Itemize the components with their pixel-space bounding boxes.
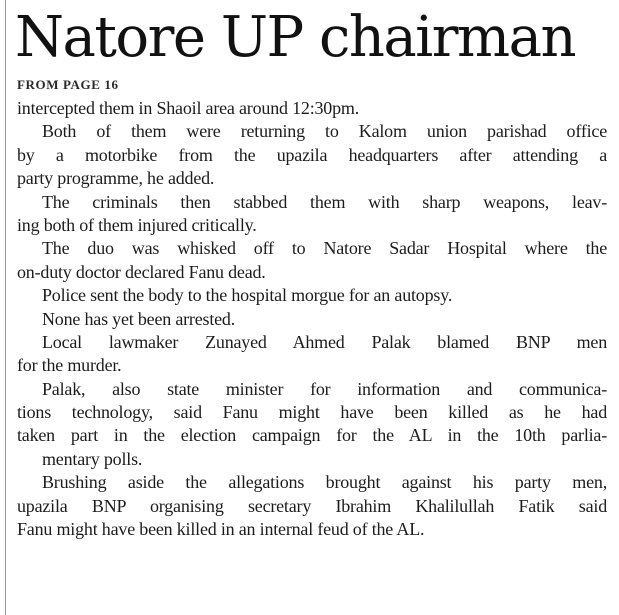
column-rule [5, 0, 6, 615]
body-line: ing both of them injured critically. [17, 214, 257, 235]
body-line: mentary polls. [42, 448, 143, 469]
body-line: tions technology, said Fanu might have been killed as he had [17, 402, 607, 423]
article-body [17, 97, 607, 541]
body-line: The duo was whisked off to Natore Sadar Hospital where the [42, 238, 607, 259]
body-line: by a motorbike from the upazila headquarters after attending a [17, 144, 607, 165]
body-line: The criminals then stabbed them with sharp weapons, leav- [42, 191, 607, 212]
body-line: for the murder. [17, 355, 122, 376]
body-line: intercepted them in Shaoil area around 12:30pm. [17, 98, 359, 118]
body-line: on-duty doctor declared Fanu dead. [17, 261, 266, 282]
body-line: Local lawmaker Zunayed Ahmed Palak blamed BNP men [42, 331, 607, 352]
headline: Natore UP chairman [15, 5, 576, 70]
body-line: Brushing aside the allegations brought against his party men, [42, 472, 607, 493]
body-line: Palak, also state minister for information and communica- [42, 378, 607, 399]
body-line: Both of them were returning to Kalom union parishad office [42, 121, 607, 142]
body-line: None has yet been arrested. [42, 308, 236, 329]
body-line: party programme, he added. [17, 168, 215, 189]
body-line: upazila BNP organising secretary Ibrahim Khalilullah Fatik said [17, 495, 607, 516]
body-line: Police sent the body to the hospital morgue for an autopsy. [42, 285, 453, 306]
jump-label: FROM PAGE 16 [17, 77, 119, 92]
body-line: taken part in the election campaign for the AL in the 10th parlia- [17, 425, 607, 446]
body-line: Fanu might have been killed in an internal feud of the AL. [17, 519, 425, 540]
